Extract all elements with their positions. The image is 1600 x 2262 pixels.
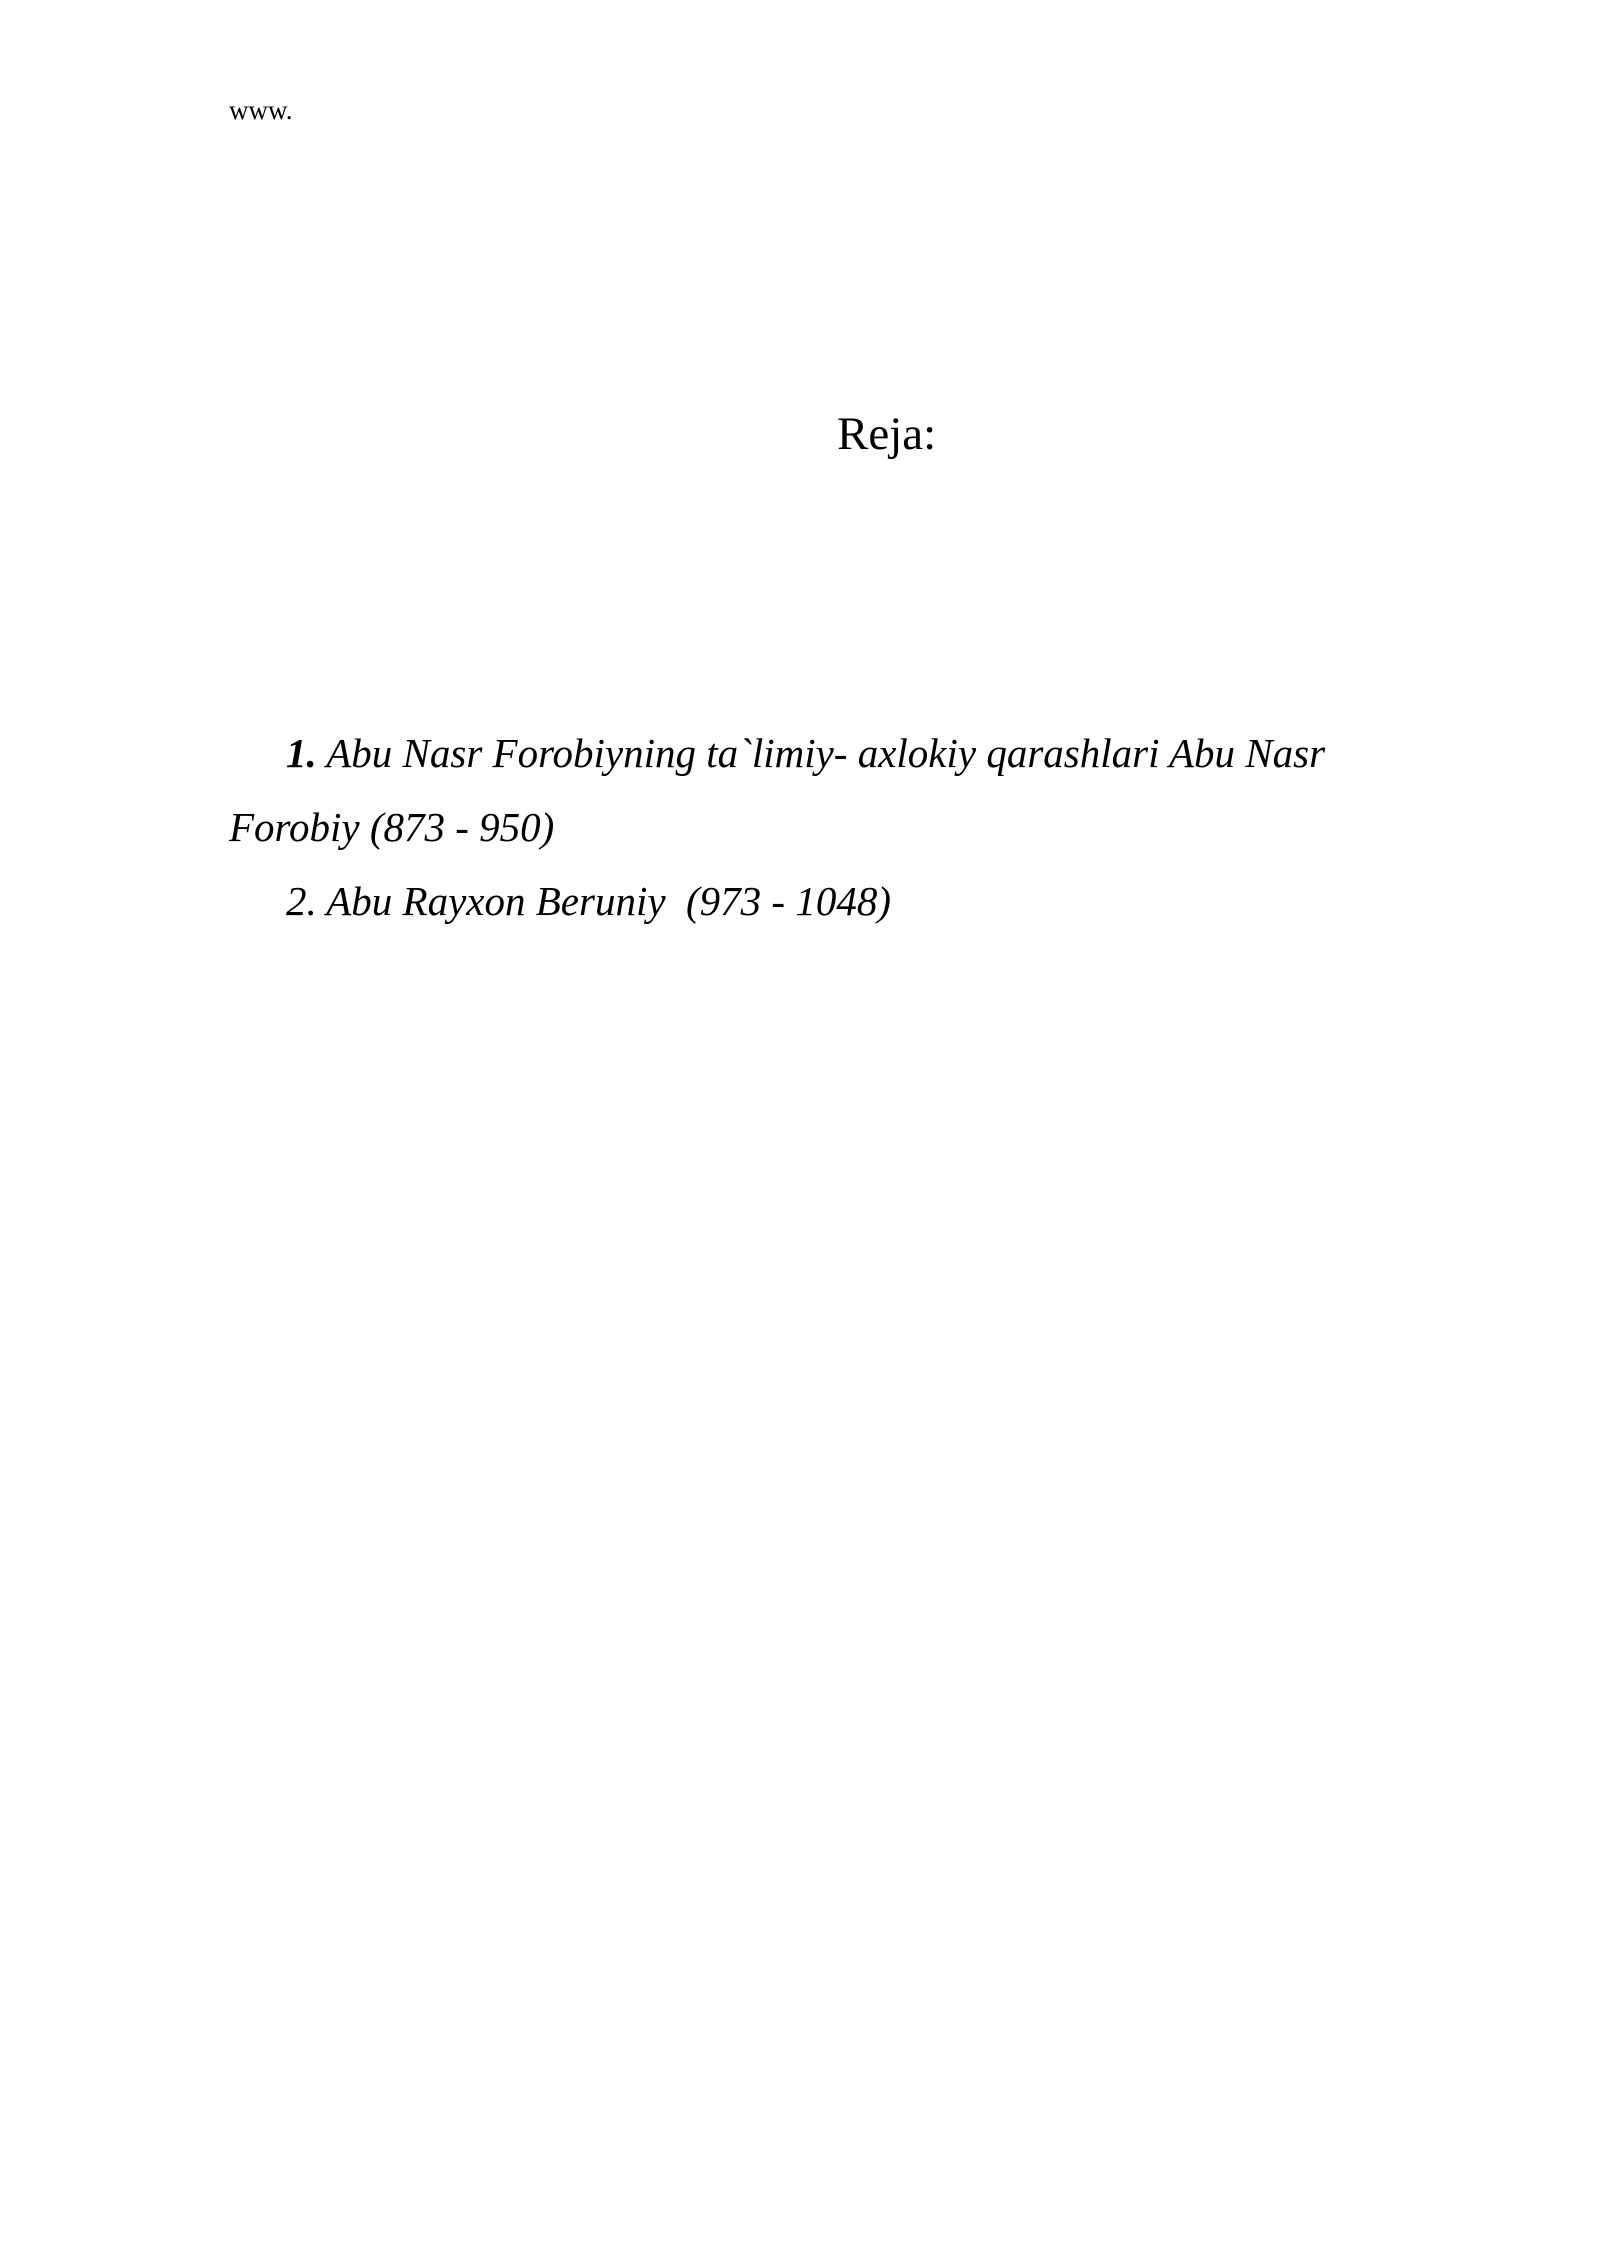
plan-item-1 <box>229 716 1389 864</box>
page-title: Reja: <box>837 408 937 460</box>
plan-item-text: Abu Nasr Forobiyning ta`limiy- axlokiy qarashlari Abu Nasr Forobiy (873 - 950) <box>229 730 1326 850</box>
plan-list <box>229 716 1389 938</box>
plan-item-number: 2. <box>286 878 317 924</box>
plan-item-number: 1. <box>286 730 317 776</box>
header-text: www. <box>229 95 293 125</box>
plan-item-2 <box>229 864 1389 938</box>
plan-item-text: Abu Rayxon Beruniy (973 - 1048) <box>316 878 891 924</box>
